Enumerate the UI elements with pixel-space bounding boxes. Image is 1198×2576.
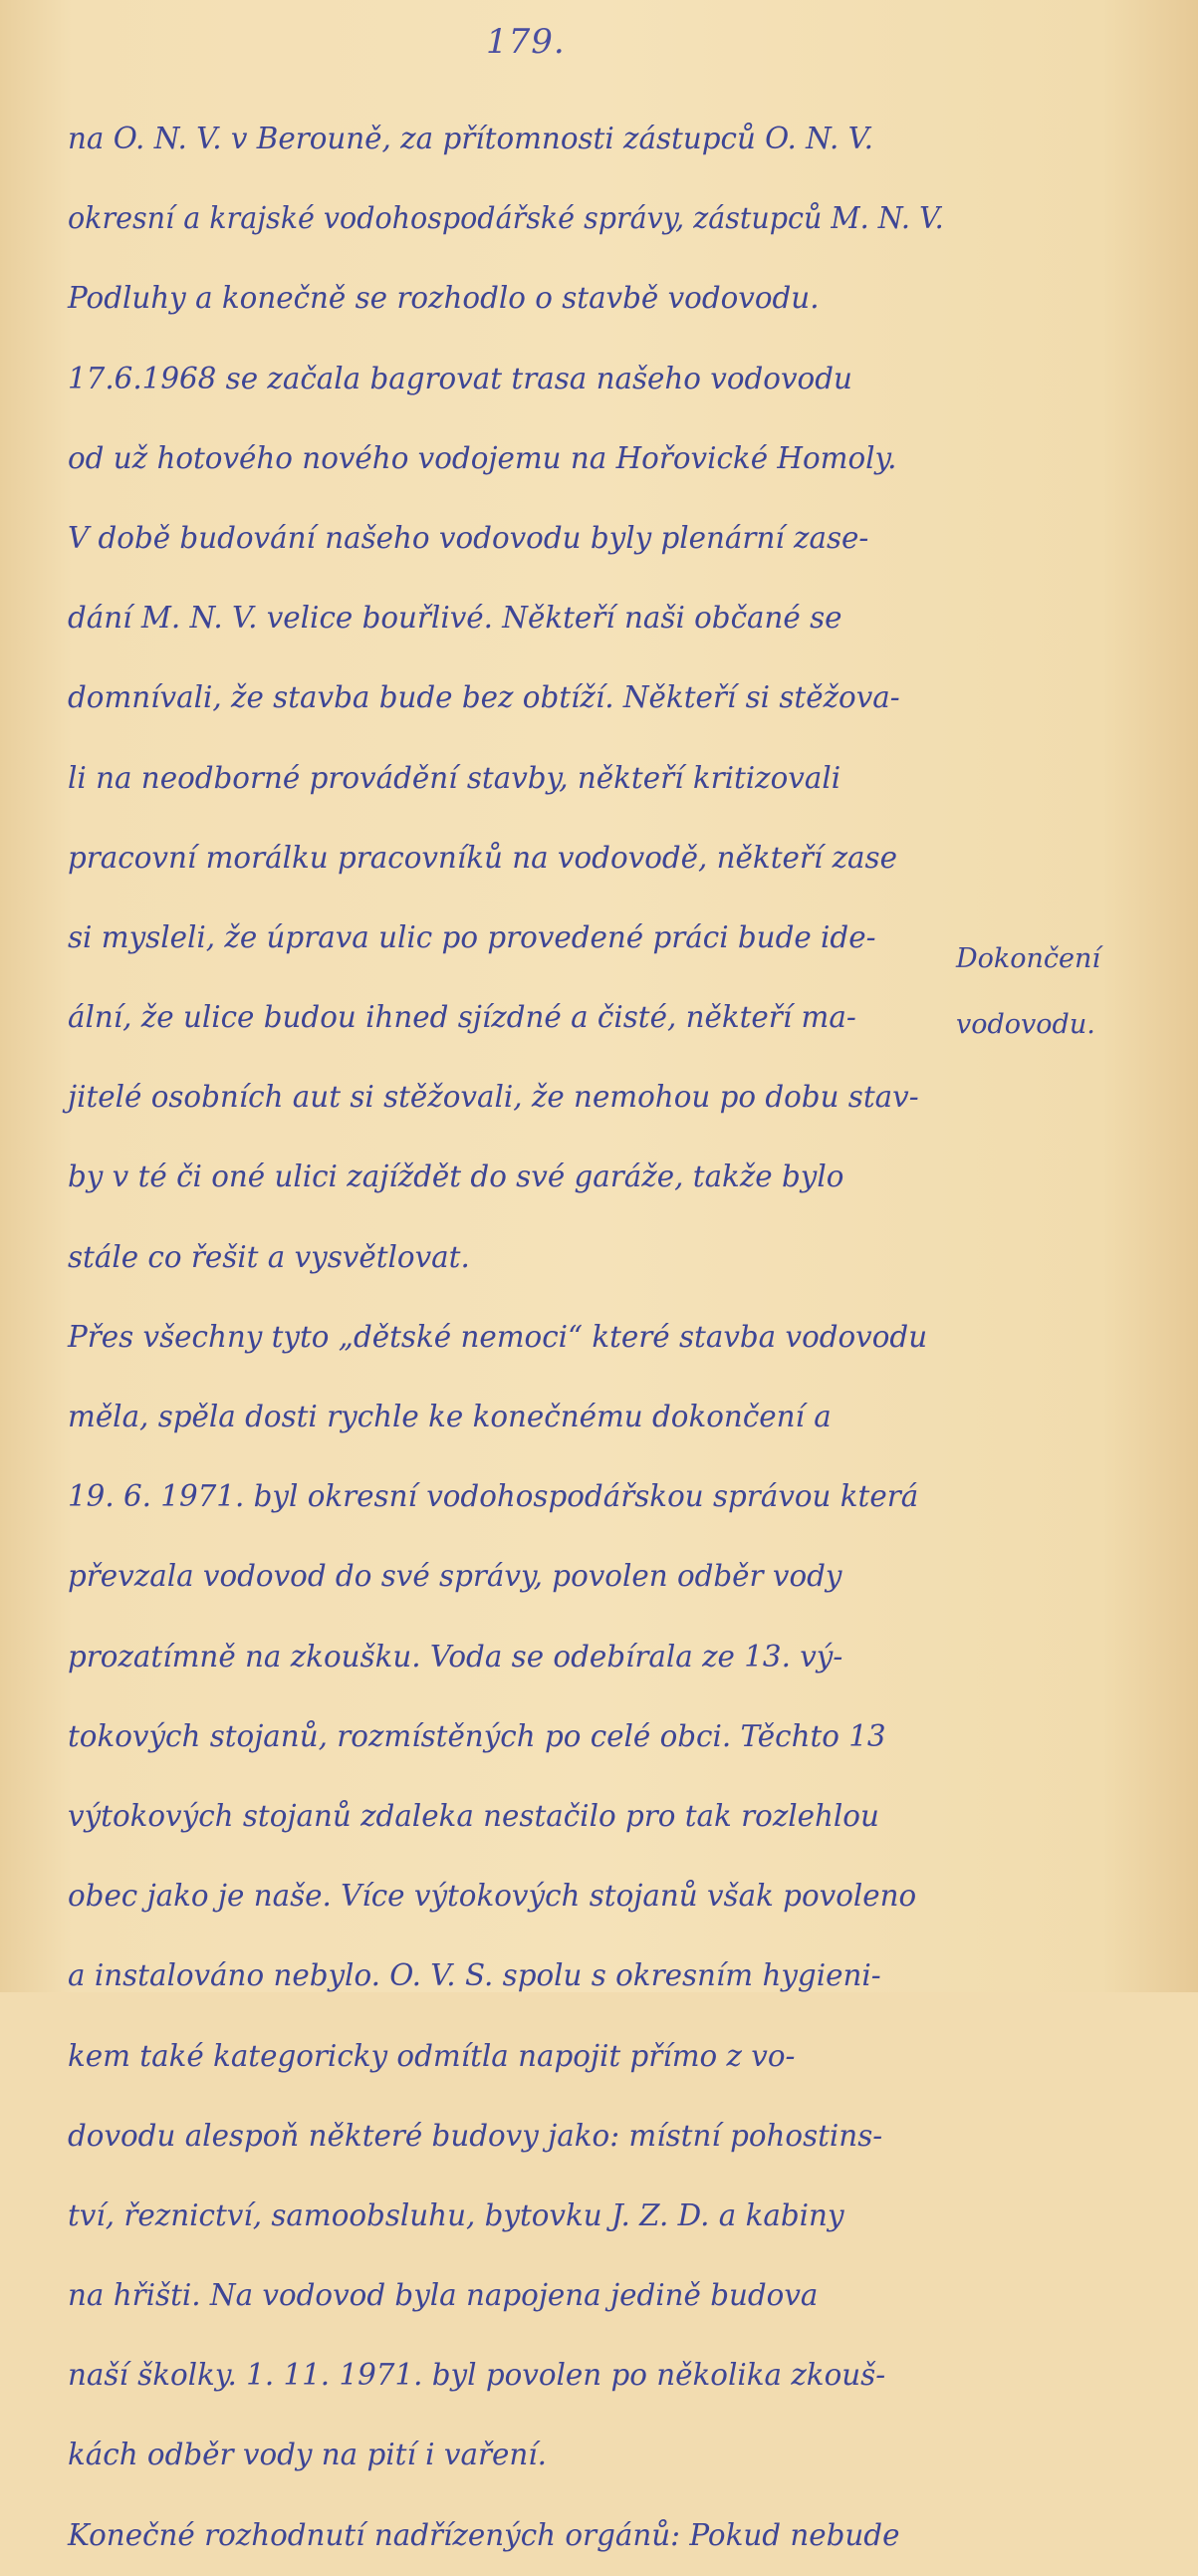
margin-note xyxy=(956,926,1185,1058)
text-line: by v té či oné ulici zajíždět do své garáže, takže bylo xyxy=(68,1159,844,1195)
text-line: dání M. N. V. velice bouřlivé. Někteří naši občané se xyxy=(68,601,842,637)
text-line: pracovní morálku pracovníků na vodovodě, někteří zase xyxy=(68,840,897,876)
text-line: kách odběr vody na pití i vaření. xyxy=(68,2438,547,2473)
text-line: měla, spěla dosti rychle ke konečnému dokončení a xyxy=(68,1400,832,1434)
text-line: na hřišti. Na vodovod byla napojena jedině budova xyxy=(68,2278,819,2314)
handwritten-text xyxy=(68,100,964,2576)
text-line: Podluhy a konečně se rozhodlo o stavbě vodovodu. xyxy=(68,281,820,317)
page-number: 179. xyxy=(486,22,566,62)
text-line: Konečné rozhodnutí nadřízených orgánů: Pokud nebude xyxy=(68,2517,900,2553)
text-line: tví, řeznictví, samoobsluhu, bytovku J. Z. D. a kabiny xyxy=(68,2197,844,2233)
text-line: ální, že ulice budou ihned sjízdné a čisté, někteří ma- xyxy=(68,1000,856,1036)
text-line: prozatímně na zkoušku. Voda se odebírala ze 13. vý- xyxy=(68,1639,843,1674)
text-line: jitelé osobních aut si stěžovali, že nemohou po dobu stav- xyxy=(68,1080,919,1116)
text-line: tokových stojanů, rozmístěných po celé obci. Těchto 13 xyxy=(68,1718,886,1754)
text-line: si mysleli, že úprava ulic po provedené práci bude ide- xyxy=(68,919,876,955)
text-line: naší školky. 1. 11. 1971. byl povolen po několika zkouš- xyxy=(68,2358,886,2394)
text-line: okresní a krajské vodohospodářské správy, zástupců M. N. V. xyxy=(68,201,944,237)
text-line: stále co řešit a vysvětlovat. xyxy=(68,1239,470,1275)
text-line: od už hotového nového vodojemu na Hořovické Homoly. xyxy=(68,440,897,476)
margin-note-line: vodovodu. xyxy=(956,1009,1095,1040)
text-line: obec jako je naše. Více výtokových stojanů však povoleno xyxy=(68,1879,917,1915)
text-line: V době budování našeho vodovodu byly plenární zase- xyxy=(68,520,869,556)
text-line: kem také kategoricky odmítla napojit přímo z vo- xyxy=(68,2038,796,2074)
text-line: převzala vodovod do své správy, povolen odběr vody xyxy=(68,1559,842,1595)
text-line: 19. 6. 1971. byl okresní vodohospodářskou správou která xyxy=(68,1479,919,1515)
text-line: výtokových stojanů zdaleka nestačilo pro tak rozlehlou xyxy=(68,1798,879,1834)
text-line: domnívali, že stavba bude bez obtíží. Někteří si stěžova- xyxy=(68,680,900,716)
text-line: a instalováno nebylo. O. V. S. spolu s okresním hygieni- xyxy=(68,1958,881,1994)
text-line: na O. N. V. v Berouně, za přítomnosti zástupců O. N. V. xyxy=(68,122,874,156)
margin-note-line: Dokončení xyxy=(956,943,1101,974)
text-line: 17.6.1968 se začala bagrovat trasa našeho vodovodu xyxy=(68,361,852,396)
text-line: Přes všechny tyto „dětské nemoci“ které stavba vodovodu xyxy=(68,1319,928,1355)
text-line: dovodu alespoň některé budovy jako: místní pohostins- xyxy=(68,2118,883,2154)
text-line: li na neodborné provádění stavby, někteří kritizovali xyxy=(68,760,841,796)
